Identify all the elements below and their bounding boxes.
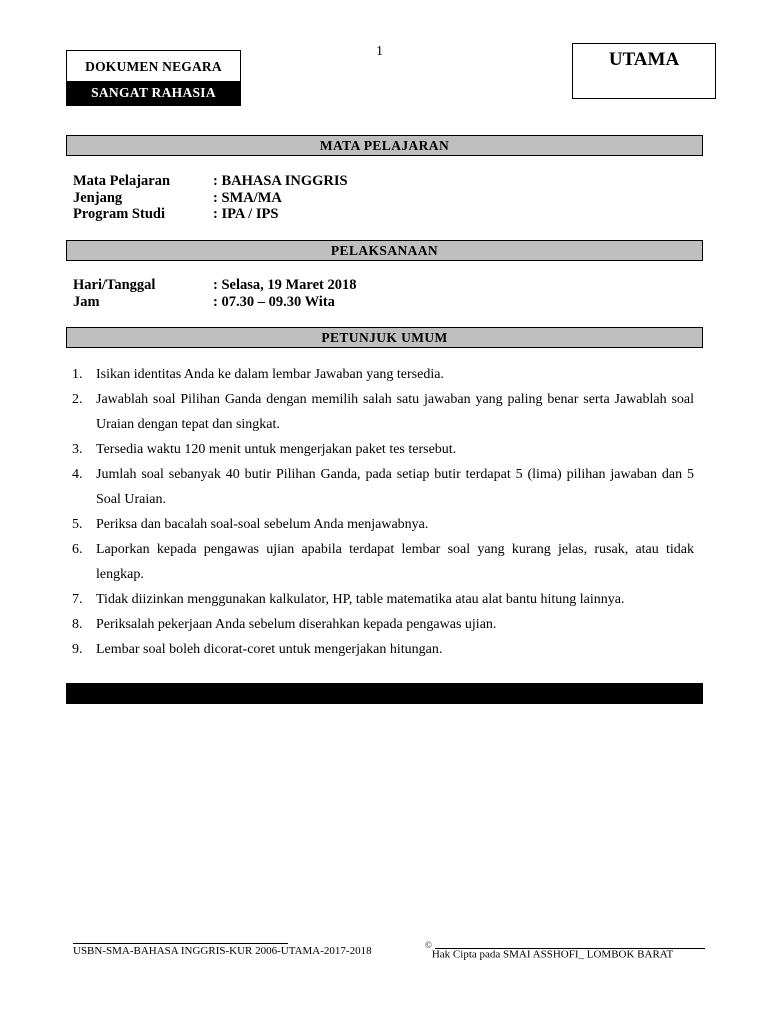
list-number: 5. — [72, 517, 83, 532]
list-item — [72, 512, 694, 537]
list-item — [72, 362, 694, 387]
list-text: Lembar soal boleh dicorat-coret untuk mengerjakan hitungan. — [96, 642, 443, 657]
page-number: 1 — [376, 44, 383, 59]
list-item — [72, 612, 694, 637]
list-item — [72, 537, 694, 587]
list-text: Jawablah soal Pilihan Ganda dengan memilih salah satu jawaban yang paling benar serta Jawablah soal Uraian dengan tepat dan singkat. — [96, 392, 694, 432]
list-number: 3. — [72, 442, 83, 457]
info-row-time — [73, 294, 335, 311]
footer-rule — [73, 943, 288, 944]
classification-stamp — [66, 50, 241, 106]
footer-copyright — [425, 940, 674, 961]
list-number: 2. — [72, 392, 83, 407]
section-instructions-title: PETUNJUK UMUM — [66, 327, 703, 348]
list-text: Isikan identitas Anda ke dalam lembar Jawaban yang tersedia. — [96, 367, 444, 382]
info-label: Program Studi — [73, 206, 165, 222]
info-row-date — [73, 277, 357, 294]
footer-doc-code — [73, 945, 372, 957]
list-text: Periksalah pekerjaan Anda sebelum diserahkan kepada pengawas ujian. — [96, 617, 497, 632]
info-row-level — [73, 190, 282, 207]
copyright-icon: © — [425, 940, 432, 950]
list-text: Tidak diizinkan menggunakan kalkulator, HP, table matematika atau alat bantu hitung lainnya. — [96, 592, 625, 607]
section-schedule-title: PELAKSANAAN — [66, 240, 703, 261]
footer-rule — [435, 948, 705, 949]
footer-left-text: USBN-SMA-BAHASA INGGRIS-KUR 2006-UTAMA-2017-2018 — [73, 945, 372, 957]
list-number: 7. — [72, 592, 83, 607]
list-text: Tersedia waktu 120 menit untuk mengerjakan paket tes tersebut. — [96, 442, 457, 457]
info-value: : 07.30 – 09.30 Wita — [213, 294, 335, 310]
list-item — [72, 587, 694, 612]
section-subject-title: MATA PELAJARAN — [66, 135, 703, 156]
list-number: 6. — [72, 542, 83, 557]
list-item — [72, 387, 694, 437]
list-text: Jumlah soal sebanyak 40 butir Pilihan Ganda, pada setiap butir terdapat 5 (lima) pilihan jawaban dan 5 Soal Uraian. — [96, 467, 694, 507]
list-number: 8. — [72, 617, 83, 632]
info-label: Jenjang — [73, 190, 123, 206]
list-number: 1. — [72, 367, 83, 382]
info-value: : BAHASA INGGRIS — [213, 173, 348, 189]
section-divider-bar — [66, 683, 703, 704]
list-item — [72, 437, 694, 462]
info-label: Jam — [73, 294, 100, 310]
info-value: : SMA/MA — [213, 190, 282, 206]
doc-label: DOKUMEN NEGARA — [85, 59, 222, 74]
variant-box: UTAMA — [572, 43, 716, 99]
list-text: Laporkan kepada pengawas ujian apabila terdapat lembar soal yang kurang jelas, rusak, atau tidak lengkap. — [96, 542, 694, 582]
info-label: Mata Pelajaran — [73, 173, 171, 189]
info-value: : IPA / IPS — [213, 206, 279, 222]
secret-label: SANGAT RAHASIA — [67, 81, 240, 105]
list-number: 4. — [72, 467, 83, 482]
info-row-program — [73, 206, 279, 223]
info-row-subject — [73, 173, 348, 190]
list-number: 9. — [72, 642, 83, 657]
list-item — [72, 462, 694, 512]
info-value: : Selasa, 19 Maret 2018 — [213, 277, 357, 293]
list-text: Periksa dan bacalah soal-soal sebelum Anda menjawabnya. — [96, 517, 429, 532]
list-item — [72, 637, 694, 662]
footer-right-text: Hak Cipta pada SMAI ASSHOFI_ LOMBOK BARAT — [431, 948, 674, 961]
instructions-list — [72, 362, 694, 662]
info-label: Hari/Tanggal — [73, 277, 156, 293]
